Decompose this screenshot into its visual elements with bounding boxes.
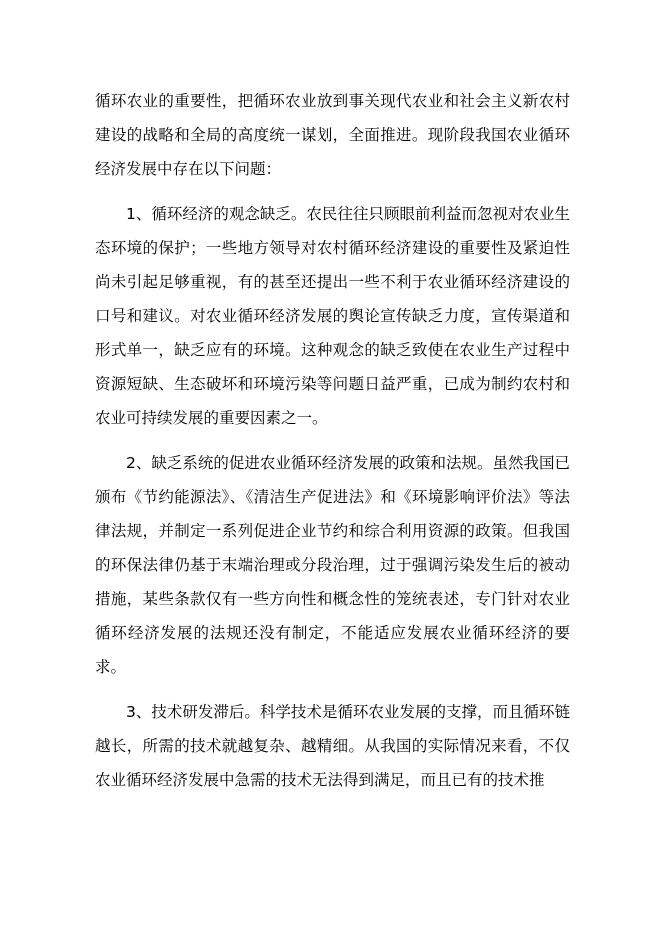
paragraph-item-1: 1、循环经济的观念缺乏。农民往往只顾眼前利益而忽视对农业生态环境的保护；一些地方领导对农村循环经济建设的重要性及紧迫性尚未引起足够重视，有的甚至还提出一些不利于农业循环经济建设的口号和建议。对农业循环经济发展的舆论宣传缺乏力度，宣传渠道和形式单一，缺乏应有的环境。这种观念的缺乏致使在农业生产过程中资源短缺、生态破坏和环境污染等问题日益严重，已成为制约农村和农业可持续发展的重要因素之一。 — [95, 205, 570, 427]
paragraph-item-2: 2、缺乏系统的促进农业循环经济发展的政策和法规。虽然我国已颁布《节约能源法》、《清洁生产促进法》和《环境影响评价法》等法律法规，并制定一系列促进企业节约和综合利用资源的政策。但我国的环保法律仍基于末端治理或分段治理，过于强调污染发生后的被动措施，某些条款仅有一些方向性和概念性的笼统表述，专门针对农业循环经济发展的法规还没有制定，不能适应发展农业循环经济的要求。 — [95, 454, 570, 676]
paragraph-intro: 循环农业的重要性，把循环农业放到事关现代农业和社会主义新农村建设的战略和全局的高度统一谋划，全面推进。现阶段我国农业循环经济发展中存在以下问题： — [95, 92, 570, 178]
paragraph-item-3: 3、技术研发滞后。科学技术是循环农业发展的支撑，而且循环链越长，所需的技术就越复杂、越精细。从我国的实际情况来看，不仅农业循环经济发展中急需的技术无法得到满足，而且已有的技术推 — [95, 703, 570, 789]
body-text — [95, 84, 570, 808]
